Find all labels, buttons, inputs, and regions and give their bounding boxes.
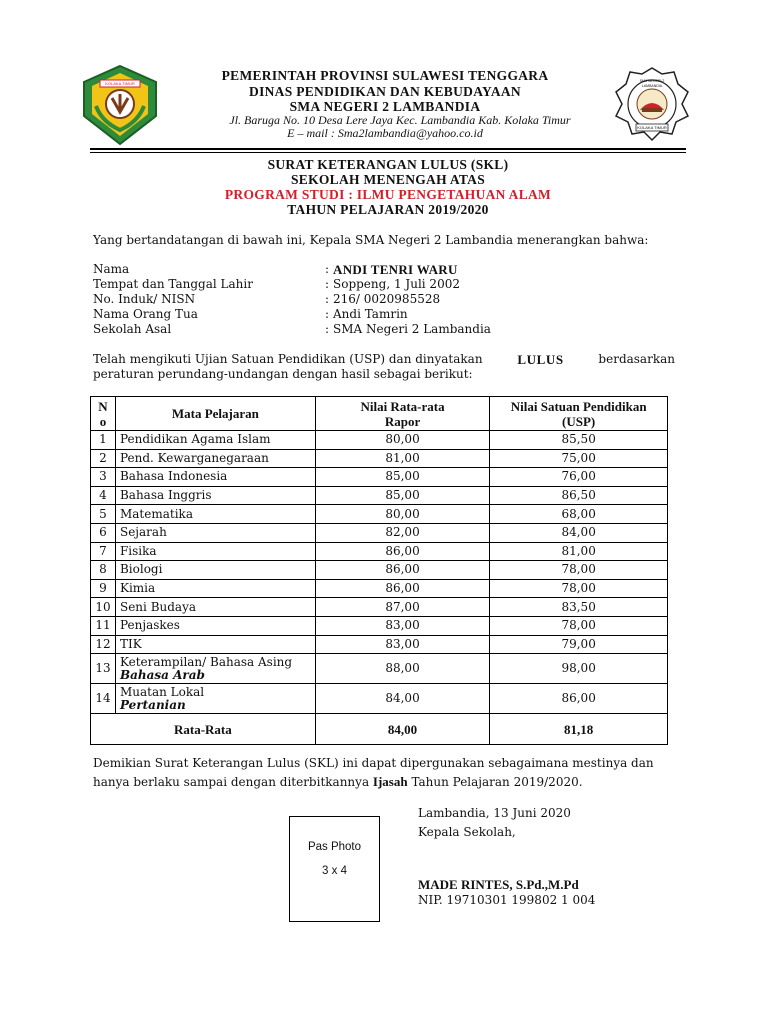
row-no: 14 [91,684,116,714]
header-no-bottom: o [99,413,107,429]
photo-size: 3 x 4 [322,865,347,877]
row-subject [115,684,315,714]
row-rapor: 88,00 [315,654,490,684]
right-logo [612,66,692,142]
closing-line2 [93,774,583,790]
header-agency: DINAS PENDIDIKAN DAN KEBUDAYAAN [249,84,521,99]
row-subject: Biologi [115,561,315,580]
table-row [91,579,668,598]
row-no: 6 [91,523,116,542]
row-subject-main: Muatan Lokal [119,684,205,699]
row-usp: 79,00 [490,635,668,654]
table-row [91,684,668,714]
row-no: 12 [91,635,116,654]
parent-label: Nama Orang Tua [93,307,198,321]
row-rapor: 80,00 [315,431,490,450]
row-rapor: 87,00 [315,598,490,617]
row-subject: Kimia [115,579,315,598]
school-value: SMA Negeri 2 Lambandia [333,322,491,336]
signature-name: MADE RINTES, S.Pd.,M.Pd [418,877,579,892]
header-school: SMA NEGERI 2 LAMBANDIA [289,99,481,114]
intro-text: Yang bertandatangan di bawah ini, Kepala SMA Negeri 2 Lambandia menerangkan bahwa: [93,233,649,247]
right-logo-text-top: SMA NEGERI 2 LAMBANDIA [639,79,665,88]
id-value: 216/ 0020985528 [333,292,441,306]
doc-subtitle: SEKOLAH MENENGAH ATAS [290,172,486,187]
row-rapor: 80,00 [315,505,490,524]
row-subject: Sejarah [115,523,315,542]
row-subject [115,654,315,684]
row-subject: Matematika [115,505,315,524]
row-subject: TIK [115,635,315,654]
school-year-title: TAHUN PELAJARAN 2019/2020 [287,202,489,217]
row-usp: 98,00 [490,654,668,684]
name-colon: : [325,262,330,276]
average-rapor: 84,00 [315,714,490,745]
header-subject: Mata Pelajaran [115,397,315,431]
table-row [91,523,668,542]
average-usp: 81,18 [490,714,668,745]
table-row [91,486,668,505]
closing-ijasah: Ijasah [372,774,408,789]
header-rapor [315,397,490,431]
row-usp: 86,50 [490,486,668,505]
row-subject-main: Keterampilan/ Bahasa Asing [119,654,293,669]
statement-part1: Telah mengikuti Ujian Satuan Pendidikan (USP) dan dinyatakan [93,352,483,366]
birth-label: Tempat dan Tanggal Lahir [93,277,253,291]
row-subject: Bahasa Inggris [115,486,315,505]
statement-status: LULUS [517,352,564,367]
row-subject: Penjaskes [115,616,315,635]
program-title: PROGRAM STUDI : ILMU PENGETAHUAN ALAM [224,187,552,202]
header-address: Jl. Baruga No. 10 Desa Lere Jaya Kec. Lambandia Kab. Kolaka Timur [229,113,571,127]
row-no: 9 [91,579,116,598]
right-logo-text-bottom: KOLAKA TIMUR [637,125,667,130]
row-no: 11 [91,616,116,635]
row-no: 8 [91,561,116,580]
header-rapor-line2: Rapor [384,413,421,429]
table-row [91,635,668,654]
row-rapor: 86,00 [315,542,490,561]
row-usp: 81,00 [490,542,668,561]
average-label: Rata-Rata [91,714,316,745]
grades-table [90,396,668,745]
row-no: 2 [91,449,116,468]
row-usp: 84,00 [490,523,668,542]
header-no-top: N [98,398,108,414]
row-usp: 86,00 [490,684,668,714]
row-usp: 76,00 [490,468,668,487]
doc-title: SURAT KETERANGAN LULUS (SKL) [267,157,509,172]
row-rapor: 86,00 [315,561,490,580]
row-usp: 78,00 [490,616,668,635]
student-name: ANDI TENRI WARU [333,262,458,277]
row-no: 5 [91,505,116,524]
closing-part1: hanya berlaku sampai dengan diterbitkannya [93,775,370,789]
kolaka-timur-emblem-icon [80,64,160,146]
signature-nip: NIP. 19710301 199802 1 004 [418,893,596,907]
header-usp-line1: Nilai Satuan Pendidikan [510,398,647,414]
row-subject: Pend. Kewarganegaraan [115,449,315,468]
average-row [91,714,668,745]
id-label: No. Induk/ NISN [93,292,196,306]
row-rapor: 85,00 [315,486,490,505]
statement-part2: berdasarkan [598,352,675,366]
row-rapor: 84,00 [315,684,490,714]
header-divider-thick [90,148,686,150]
header-no [91,397,116,431]
row-usp: 78,00 [490,561,668,580]
row-subject-detail: Pertanian [119,697,186,712]
row-usp: 85,50 [490,431,668,450]
school-label: Sekolah Asal [93,322,172,336]
row-subject: Fisika [115,542,315,561]
row-no: 3 [91,468,116,487]
table-row [91,468,668,487]
header-rapor-line1: Nilai Rata-rata [360,398,445,414]
table-row [91,449,668,468]
table-row [91,598,668,617]
photo-placeholder [289,816,380,922]
row-subject: Bahasa Indonesia [115,468,315,487]
row-usp: 78,00 [490,579,668,598]
row-no: 13 [91,654,116,684]
table-row [91,616,668,635]
closing-part2: Tahun Pelajaran 2019/2020. [411,775,583,789]
row-subject: Seni Budaya [115,598,315,617]
statement-line1 [93,352,675,367]
row-rapor: 82,00 [315,523,490,542]
id-colon: : [325,292,330,306]
header-divider-thin [90,152,686,153]
table-row [91,561,668,580]
table-row [91,542,668,561]
header-email: E – mail : Sma2lambandia@yahoo.co.id [287,126,483,140]
header-usp-line2: (USP) [562,413,596,429]
school-colon: : [325,322,330,336]
row-no: 10 [91,598,116,617]
row-rapor: 83,00 [315,635,490,654]
row-usp: 68,00 [490,505,668,524]
row-usp: 75,00 [490,449,668,468]
parent-colon: : [325,307,330,321]
row-rapor: 86,00 [315,579,490,598]
name-label: Nama [93,262,130,276]
closing-line1: Demikian Surat Keterangan Lulus (SKL) ini dapat dipergunakan sebagaimana mestinya dan [93,756,654,770]
header-usp [490,397,668,431]
table-row [91,654,668,684]
row-usp: 83,50 [490,598,668,617]
row-no: 4 [91,486,116,505]
row-subject-detail: Bahasa Arab [119,667,205,682]
parent-value: Andi Tamrin [333,307,408,321]
row-no: 1 [91,431,116,450]
table-header-row [91,397,668,431]
birth-value: Soppeng, 1 Juli 2002 [333,277,460,291]
row-rapor: 83,00 [315,616,490,635]
left-logo [80,64,160,146]
statement-line2: peraturan perundang-undangan dengan hasil sebagai berikut: [93,367,473,381]
left-logo-text: KOLAKA TIMUR [105,81,135,86]
header-province: PEMERINTAH PROVINSI SULAWESI TENGGARA [221,68,549,83]
row-rapor: 81,00 [315,449,490,468]
table-row [91,505,668,524]
signature-place-date: Lambandia, 13 Juni 2020 [418,806,571,820]
photo-label: Pas Photo [307,841,362,853]
birth-colon: : [325,277,330,291]
table-row [91,431,668,450]
row-no: 7 [91,542,116,561]
row-subject: Pendidikan Agama Islam [115,431,315,450]
signature-position: Kepala Sekolah, [418,825,516,839]
row-rapor: 85,00 [315,468,490,487]
